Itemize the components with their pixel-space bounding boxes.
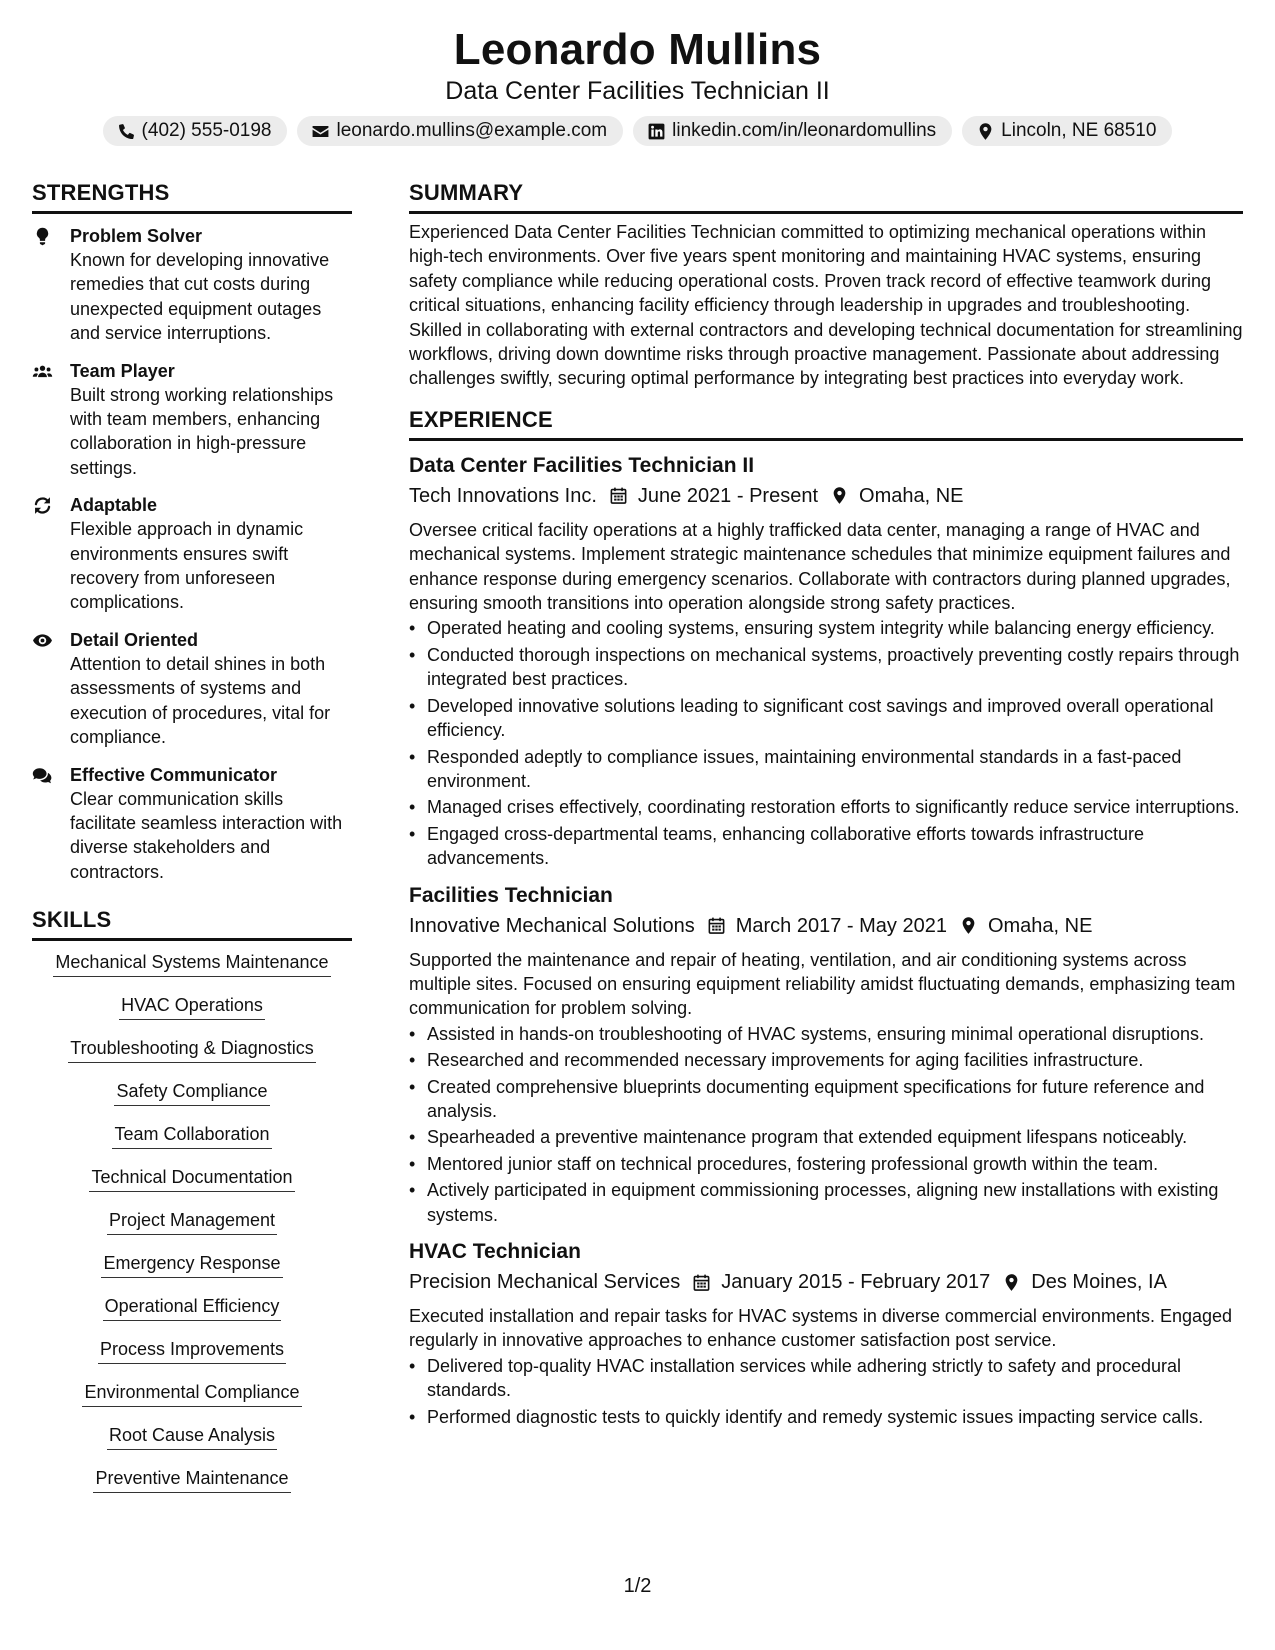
- location-pin-icon: [976, 122, 995, 141]
- strength-item: [32, 493, 352, 615]
- left-column: [32, 178, 352, 1508]
- bullet-item: • Managed crises effectively, coordinating restoration efforts to significantly reduce service interruptions.: [409, 795, 1243, 819]
- job-description: Oversee critical facility operations at a highly trafficked data center, managing a range of HVAC and mechanical systems. Implement strategic maintenance schedules that minimize equipment failures and enhance response during emergency scenarios. Collaborate with contractors during planned upgrades, ensuring smooth transitions into operation alongside strong safety practices.: [409, 519, 1231, 614]
- job-location: Omaha, NE: [859, 484, 964, 507]
- strength-desc: Built strong working relationships with team members, enhancing collaboration in high-pressure settings.: [70, 384, 334, 478]
- job-entry: [409, 452, 1243, 871]
- job-meta: [409, 1267, 1243, 1297]
- bullet-item: • Researched and recommended necessary improvements for aging facilities infrastructure.: [409, 1048, 1243, 1072]
- bullet-item: • Engaged cross-departmental teams, enhancing collaborative efforts towards infrastructure advancements.: [409, 822, 1243, 871]
- calendar-icon: [609, 486, 628, 505]
- contact-email-text: leonardo.mullins@example.com: [336, 120, 608, 141]
- job-location: Des Moines, IA: [1031, 1271, 1167, 1293]
- strength-item: [32, 359, 352, 481]
- bullet-item: • Assisted in hands-on troubleshooting of HVAC systems, ensuring minimal operational disruptions.: [409, 1022, 1243, 1046]
- strength-title: Team Player: [70, 360, 175, 381]
- contact-phone[interactable]: [103, 116, 288, 146]
- refresh-icon: [32, 495, 53, 516]
- strengths-list: [32, 224, 352, 884]
- skill-tag: Emergency Response: [101, 1250, 282, 1278]
- job-company: Tech Innovations Inc.: [409, 484, 597, 507]
- contact-location-text: Lincoln, NE 68510: [1001, 120, 1157, 141]
- contact-phone-text: (402) 555-0198: [141, 120, 272, 141]
- lightbulb-icon: [32, 226, 53, 247]
- location-pin-icon: [830, 486, 849, 505]
- experience-heading: EXPERIENCE: [409, 405, 1243, 441]
- bullet-item: • Developed innovative solutions leading to significant cost savings and improved overall operational efficiency.: [409, 694, 1243, 743]
- candidate-title: Data Center Facilities Technician II: [445, 77, 830, 105]
- experience-section: [409, 405, 1243, 1429]
- skill-tag: Technical Documentation: [89, 1164, 294, 1192]
- bullet-item: • Performed diagnostic tests to quickly identify and remedy systemic issues impacting service calls.: [409, 1405, 1243, 1429]
- bullet-item: • Responded adeptly to compliance issues, maintaining environmental standards in a fast-paced environment.: [409, 745, 1243, 794]
- page-number: 1/2: [623, 1575, 652, 1597]
- candidate-name: Leonardo Mullins: [453, 25, 822, 74]
- skills-list: [32, 949, 352, 1508]
- linkedin-icon: [647, 122, 666, 141]
- strength-item: [32, 763, 352, 885]
- strength-desc: Attention to detail shines in both assessments of systems and execution of procedures, vital for compliance.: [70, 653, 331, 748]
- job-entry: [409, 882, 1243, 1227]
- contact-email[interactable]: [297, 116, 623, 146]
- strengths-heading: STRENGTHS: [32, 178, 352, 214]
- strength-desc: Known for developing innovative remedies that cut costs during unexpected equipment outages and service interruptions.: [70, 250, 330, 344]
- skill-tag: Preventive Maintenance: [93, 1465, 290, 1493]
- skill-tag: Team Collaboration: [112, 1121, 271, 1149]
- skill-tag: Environmental Compliance: [82, 1379, 301, 1407]
- bullet-item: • Operated heating and cooling systems, ensuring system integrity while balancing energy efficiency.: [409, 616, 1243, 640]
- bullet-item: • Mentored junior staff on technical procedures, fostering professional growth within the team.: [409, 1152, 1243, 1176]
- strength-title: Problem Solver: [70, 226, 203, 246]
- bullet-item: • Conducted thorough inspections on mechanical systems, proactively preventing costly repairs through integrated best practices.: [409, 643, 1243, 692]
- bullet-item: • Created comprehensive blueprints documenting equipment specifications for future reference and analysis.: [409, 1075, 1243, 1124]
- strength-title: Detail Oriented: [70, 629, 199, 650]
- contact-bar: [0, 116, 1275, 146]
- skill-tag: HVAC Operations: [119, 992, 265, 1020]
- envelope-icon: [311, 122, 330, 141]
- eye-icon: [32, 630, 53, 651]
- location-pin-icon: [1002, 1273, 1021, 1292]
- skill-tag: Root Cause Analysis: [107, 1422, 277, 1450]
- job-dates: March 2017 - May 2021: [735, 914, 947, 937]
- job-title: HVAC Technician: [409, 1240, 581, 1263]
- job-dates: June 2021 - Present: [637, 484, 819, 507]
- bullet-item: • Delivered top-quality HVAC installation services while adhering strictly to safety and procedural standards.: [409, 1354, 1243, 1403]
- job-bullets: [409, 1354, 1243, 1429]
- strength-title: Adaptable: [70, 495, 158, 516]
- job-title: Facilities Technician: [409, 883, 613, 907]
- strength-item: [32, 224, 352, 346]
- job-description: Supported the maintenance and repair of heating, ventilation, and air conditioning systems across multiple sites. Focused on ensuring equipment reliability amidst fluctuating demands, emphasizing team communication for problem solving.: [409, 949, 1236, 1019]
- skill-tag: Operational Efficiency: [103, 1293, 282, 1321]
- comments-icon: [32, 765, 53, 786]
- job-company: Precision Mechanical Services: [409, 1271, 681, 1293]
- strength-title: Effective Communicator: [70, 764, 278, 785]
- job-dates: January 2015 - February 2017: [721, 1271, 991, 1293]
- job-description: Executed installation and repair tasks for HVAC systems in diverse commercial environments. Engaged regularly in innovative approaches to enhance customer satisfaction post service.: [409, 1306, 1233, 1351]
- skill-tag: Mechanical Systems Maintenance: [53, 949, 330, 977]
- job-bullets: [409, 616, 1243, 870]
- skills-heading: SKILLS: [32, 905, 352, 941]
- phone-icon: [117, 122, 136, 141]
- bullet-item: • Actively participated in equipment commissioning processes, aligning new installations with existing systems.: [409, 1178, 1243, 1227]
- job-location: Omaha, NE: [987, 914, 1093, 937]
- calendar-icon: [707, 916, 726, 935]
- skill-tag: Project Management: [107, 1207, 277, 1235]
- location-pin-icon: [959, 916, 978, 935]
- summary-heading: SUMMARY: [409, 178, 1243, 214]
- resume-header: [0, 24, 1275, 146]
- contact-linkedin[interactable]: [633, 116, 952, 146]
- skill-tag: Process Improvements: [98, 1336, 286, 1364]
- strength-desc: Flexible approach in dynamic environments ensures swift recovery from unforeseen complications.: [70, 519, 304, 613]
- job-company: Innovative Mechanical Solutions: [409, 914, 695, 937]
- right-column: [409, 178, 1243, 1431]
- bullet-item: • Spearheaded a preventive maintenance program that extended equipment lifespans noticeably.: [409, 1125, 1243, 1149]
- job-meta: [409, 911, 1243, 941]
- contact-linkedin-text: linkedin.com/in/leonardomullins: [672, 120, 937, 141]
- strength-desc: Clear communication skills facilitate seamless interaction with diverse stakeholders and contractors.: [70, 788, 343, 882]
- skill-tag: Troubleshooting & Diagnostics: [68, 1035, 315, 1063]
- skill-tag: Safety Compliance: [114, 1078, 269, 1106]
- job-bullets: [409, 1022, 1243, 1227]
- calendar-icon: [692, 1273, 711, 1292]
- job-title: Data Center Facilities Technician II: [409, 453, 755, 477]
- contact-location: [962, 116, 1172, 146]
- summary-text: Experienced Data Center Facilities Technician committed to optimizing mechanical operations within high-tech environments. Over five years spent monitoring and maintaining HVAC systems, ensuring safety compliance while reducing operational costs. Proven track record of effective teamwork during critical situations, enhancing facility efficiency through leadership in upgrades and troubleshooting. Skilled in collaborating with external contractors and developing technical documentation for streamlining workflows, driving down downtime risks through proactive management. Passionate about addressing challenges swiftly, securing optimal performance by integrating best practices into everyday work.: [409, 222, 1243, 389]
- job-entry: [409, 1238, 1243, 1429]
- job-meta: [409, 481, 1243, 511]
- strength-item: [32, 628, 352, 750]
- skills-section: [32, 905, 352, 1508]
- users-icon: [32, 361, 53, 382]
